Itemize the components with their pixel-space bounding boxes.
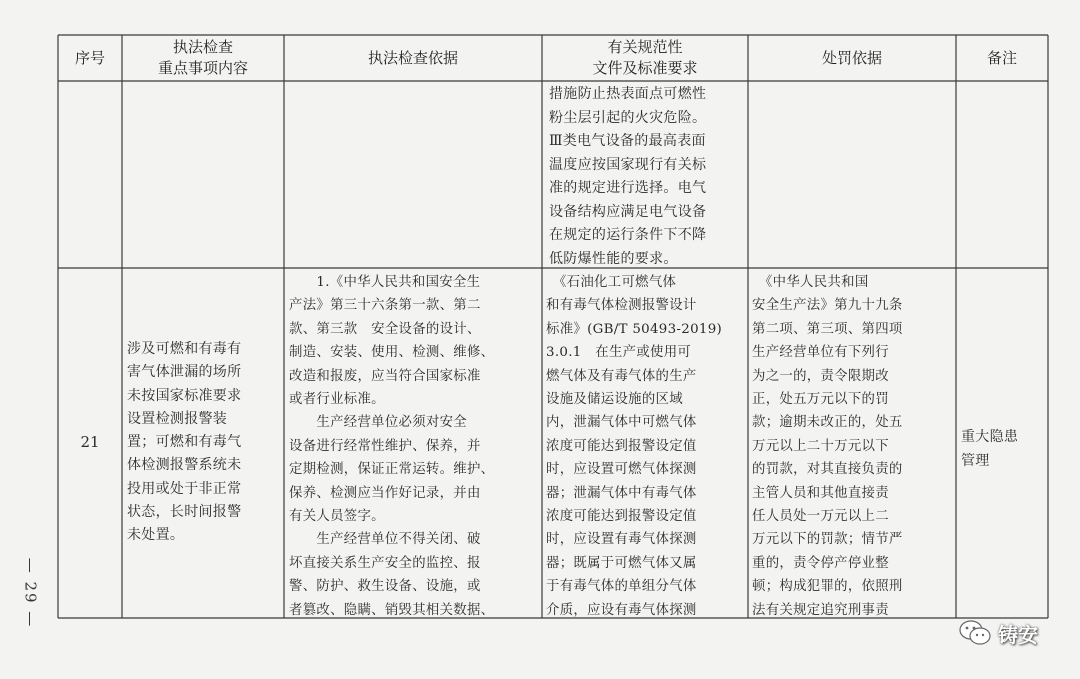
row-cont-basis (284, 81, 542, 268)
watermark (958, 616, 1070, 650)
header-penalty: 处罚依据 (821, 48, 882, 67)
row-cont-penalty (748, 81, 956, 268)
header-seq: 序号 (74, 48, 105, 67)
row21-penalty: 《中华人民共和国 安全生产法》第九十九条 第二项、第三项、第四项 生产经营单位有下列行 为之一的，责令限期改 正，处五万元以下的罚 款；逾期未改正的，处五 万元以上二十万元以下 的罚款，对其直接负责的 主管人员和其他直接责 任人员处一万元以上二 万元以下的罚款；情节严 重的，责令停产停业整 顿；构成犯罪的，依照刑 法有关规定追究刑事责 (752, 275, 903, 617)
header-basis: 执法检查依据 (367, 48, 458, 67)
row-cont-norms: 措施防止热表面点可燃性 粉尘层引起的火灾危险。 Ⅲ类电气设备的最高表面 温度应按国家现行有关标 准的规定进行选择。电气 设备结构应满足电气设备 在规定的运行条件下不降 低防爆性能的要求。 (549, 86, 707, 267)
row21-remark: 重大隐患 管理 (961, 429, 1019, 469)
watermark-text: 铸安 (998, 622, 1038, 647)
header-remark: 备注 (986, 48, 1017, 67)
page-number-text: — 29 — (21, 557, 39, 629)
row21-item: 涉及可燃和有毒有 害气体泄漏的场所 未按国家标准要求 设置检测报警装 置；可燃和有毒气 体检测报警系统未 投用或处于非正常 状态，长时间报警 未处置。 (127, 341, 242, 544)
wechat-icon (958, 618, 992, 648)
row-cont-item (122, 81, 284, 268)
row21-norms: 《石油化工可燃气体 和有毒气体检测报警设计 标准》(GB/T 50493-2019) 3.0.1 在生产或使用可 燃气体及有毒气体的生产 设施及储运设施的区域 内，泄漏气体中可燃气体 浓度可能达到报警设定值 时，应设置可燃气体探测 器；泄漏气体中有毒气体 浓度可能达到报警设定值 时，应设置有毒气体探测 器；既属于可燃气体又属 于有毒气体的单组分气体 介质，应设有毒气体探测 (546, 275, 723, 617)
page-number (10, 548, 50, 638)
row-cont-seq (58, 81, 122, 268)
row21-basis: 1.《中华人民共和国安全生 产法》第三十六条第一款、第二 款、第三款 安全设备的设计、 制造、安装、使用、检测、维修、 改造和报废，应当符合国家标准 或者行业标准。 生产经营单位必须对安全 设备进行经常性维护、保养，并 定期检测，保证正常运转。维护、 保养、检测应当作好记录，并由 有关人员签字。 生产经营单位不得关闭、破 坏直接关系生产安全的监控、报 警、防护、救生设备、设施，或 者篡改、隐瞒、销毁其相关数据、 (289, 275, 495, 617)
header-norms: 有关规范性 文件及标准要求 (592, 38, 698, 77)
row21-seq: 21 (80, 433, 100, 452)
row-cont-remark (956, 81, 1048, 268)
header-item: 执法检查 重点事项内容 (157, 38, 248, 77)
